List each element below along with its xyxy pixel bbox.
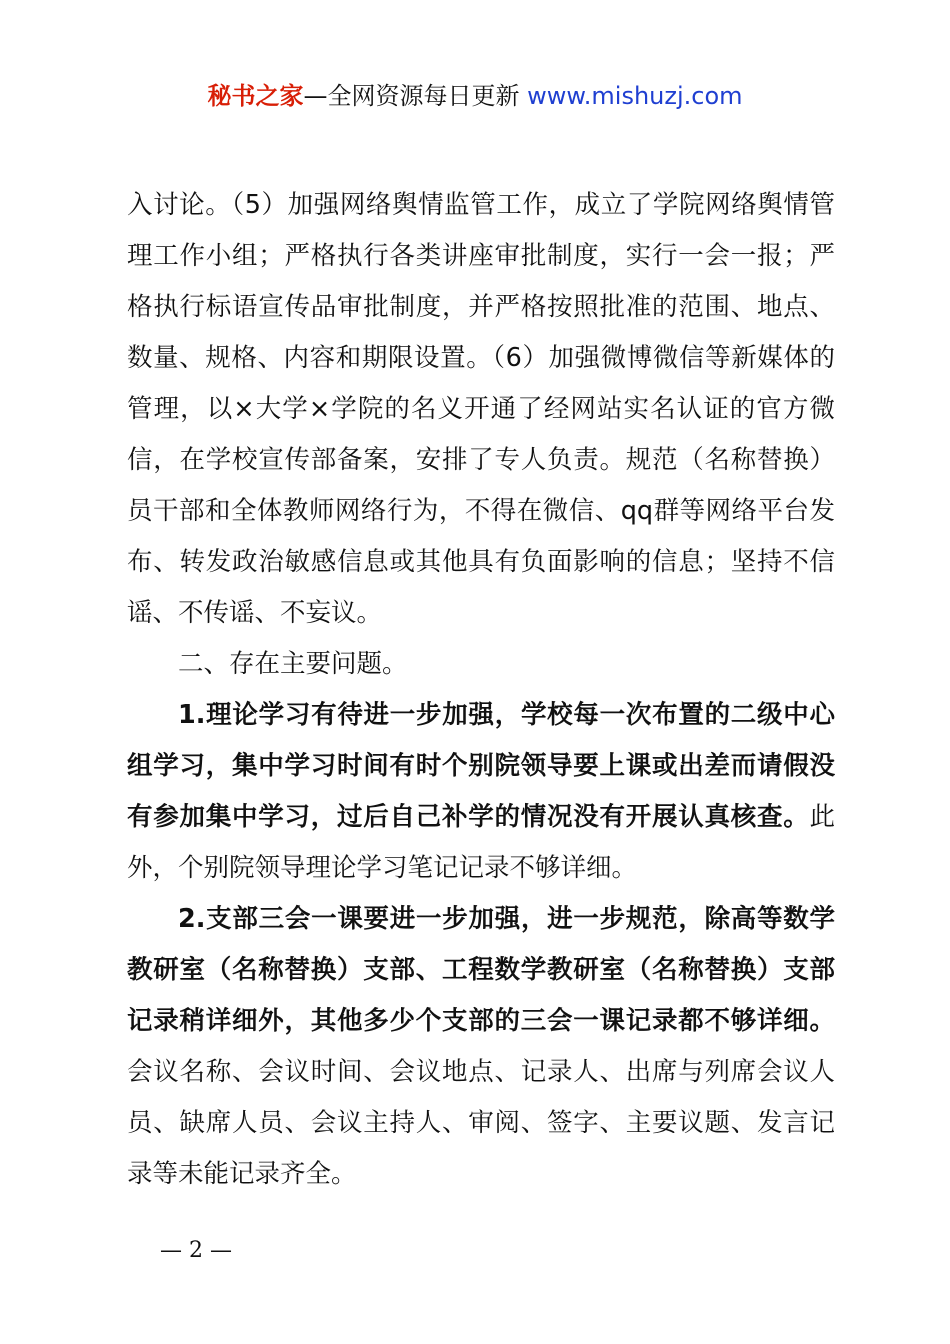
section-heading: 二、存在主要问题。	[178, 649, 408, 679]
issue-2-text: 会议名称、会议时间、会议地点、记录人、出席与列席会议人员、缺席人员、会议主持人、审阅、签字、主要议题、发言记录等未能记录齐全。	[127, 1057, 835, 1189]
issue-1-text: 此外，个别院领导理论学习笔记记录不够详细。	[127, 802, 835, 883]
page-number: — 2 —	[160, 1238, 232, 1263]
paragraph-continuation: 入讨论。（5）加强网络舆情监管工作，成立了学院网络舆情管理工作小组；严格执行各类讲座审批制度，实行一会一报；严格执行标语宣传品审批制度，并严格按照批准的范围、地点、数量、规格、内容和期限设置。（6）加强微博微信等新媒体的管理，以×大学×学院的名义开通了经网站实名认证的官方微信，在学校宣传部备案，安排了专人负责。规范（名称替换）员干部和全体教师网络行为，不得在微信、qq群等网络平台发布、转发政治敏感信息或其他具有负面影响的信息；坚持不信谣、不传谣、不妄议。	[127, 190, 835, 628]
header-tagline: —全网资源每日更新	[303, 82, 528, 110]
issue-1-bold-text: 1.理论学习有待进一步加强，学校每一次布置的二级中心组学习，集中学习时间有时个别院领导要上课或出差而请假没有参加集中学习，过后自己补学的情况没有开展认真核查。	[127, 700, 835, 832]
paragraph-issue-2	[127, 894, 835, 1200]
issue-2-bold-text: 2.支部三会一课要进一步加强，进一步规范，除高等数学教研室（名称替换）支部、工程数学教研室（名称替换）支部记录稍详细外，其他多少个支部的三会一课记录都不够详细。	[127, 904, 835, 1036]
site-header	[0, 80, 950, 112]
paragraph-issue-1	[127, 690, 835, 894]
site-url-link[interactable]: www.mishuzj.com	[527, 82, 743, 110]
brand-name: 秘书之家	[207, 82, 304, 110]
document-body	[127, 180, 835, 1200]
